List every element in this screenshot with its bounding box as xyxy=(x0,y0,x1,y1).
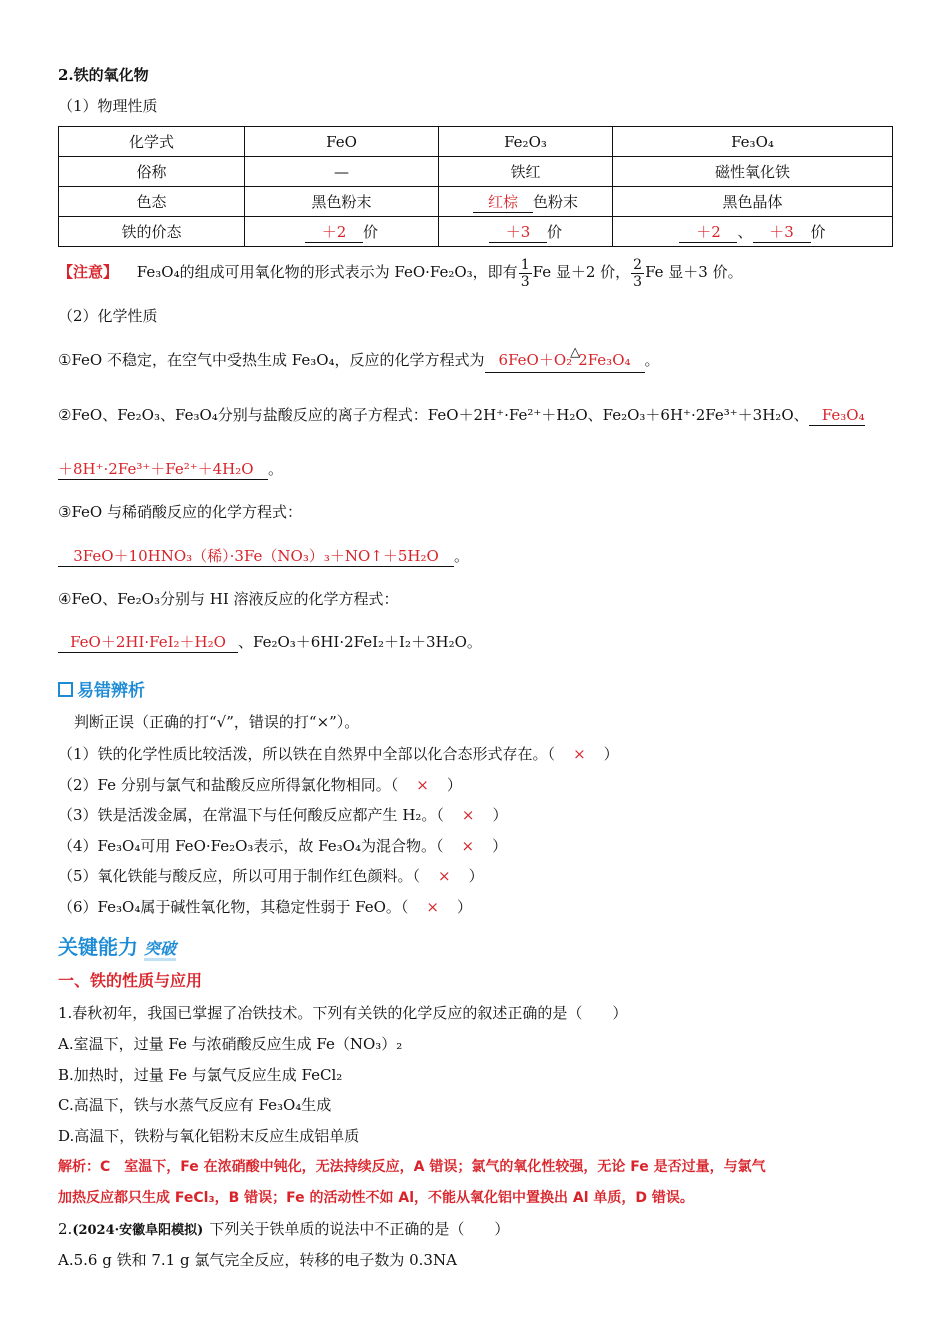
item-3-answer xyxy=(58,546,469,567)
judge-intro: 判断正误（正确的打“√”，错误的打“×”）。 xyxy=(74,713,360,731)
option-a: A.室温下，过量 Fe 与浓硝酸反应生成 Fe（NO₃）₂ xyxy=(58,1035,403,1053)
answer-text: 2Fe₃O₄ xyxy=(578,351,631,369)
table-cell: Fe₃O₄ xyxy=(613,127,893,157)
answer-blank: ＋2 xyxy=(305,221,363,243)
table-cell xyxy=(613,217,893,247)
bracket: ） xyxy=(492,837,508,855)
bracket: ） xyxy=(446,776,462,794)
title-main: 关键能力 xyxy=(58,935,138,959)
judgement-item xyxy=(58,744,619,764)
cross-mark: × xyxy=(426,898,439,916)
answer-blank: ＋8H⁺·2Fe³⁺＋Fe²⁺＋4H₂O xyxy=(58,459,268,480)
checkbox-icon xyxy=(58,682,73,697)
judgement-item xyxy=(58,836,507,856)
judgement-text: （4）Fe₃O₄可用 FeO·Fe₂O₃表示，故 Fe₃O₄为混合物。（ xyxy=(58,837,444,855)
answer-blank: 红棕 xyxy=(473,191,533,213)
question-2 xyxy=(58,1219,509,1241)
cell-sep: 、 xyxy=(737,222,753,241)
cell-suffix: 价 xyxy=(546,222,562,241)
properties-table xyxy=(58,126,893,247)
table-cell xyxy=(439,217,613,247)
answer-blank xyxy=(485,345,645,373)
item-2 xyxy=(58,405,865,426)
item-text: ②FeO、Fe₂O₃、Fe₃O₄分别与盐酸反应的离子方程式：FeO＋2H⁺·Fe²⁺＋H₂O、Fe₂O₃＋6H⁺·2Fe³⁺＋3H₂O、 xyxy=(58,406,809,424)
table-row xyxy=(59,187,893,217)
subheading-physical: （1）物理性质 xyxy=(58,97,158,115)
note-text: Fe₃O₄的组成可用氧化物的形式表示为 FeO·Fe₂O₃，即有 xyxy=(136,263,518,281)
table-cell: 色态 xyxy=(59,187,245,217)
table-cell: 化学式 xyxy=(59,127,245,157)
table-cell: 俗称 xyxy=(59,157,245,187)
answer-blank: ＋2 xyxy=(679,221,737,243)
cell-suffix: 价 xyxy=(362,222,378,241)
answer-blank: Fe₃O₄ xyxy=(809,405,865,426)
item-4: ④FeO、Fe₂O₃分别与 HI 溶液反应的化学方程式： xyxy=(58,590,399,608)
option-d: D.高温下，铁粉与氧化铝粉末反应生成铝单质 xyxy=(58,1127,360,1145)
answer-blank: 3FeO＋10HNO₃（稀）·3Fe（NO₃）₃＋NO↑＋5H₂O xyxy=(58,546,454,567)
item-4-answer xyxy=(58,632,482,653)
judgement-text: （5）氧化铁能与酸反应，所以可用于制作红色颜料。（ xyxy=(58,867,421,885)
cross-mark: × xyxy=(573,745,586,763)
period: 。 xyxy=(644,351,660,369)
bracket: ） xyxy=(492,806,508,824)
table-cell: 黑色粉末 xyxy=(245,187,439,217)
period: 。 xyxy=(268,460,284,478)
item-text: 、Fe₂O₃＋6HI·2FeI₂＋I₂＋3H₂O。 xyxy=(238,633,482,651)
item-text: ①FeO 不稳定，在空气中受热生成 Fe₃O₄，反应的化学方程式为 xyxy=(58,351,485,369)
fraction-numerator: 1 xyxy=(520,256,530,273)
table-cell: — xyxy=(245,157,439,187)
table-cell: FeO xyxy=(245,127,439,157)
fraction xyxy=(519,257,532,290)
explanation-line: 加热反应都只生成 FeCl₃，B 错误；Fe 的活动性不如 Al，不能从氧化铝中置换出 Al 单质，D 错误。 xyxy=(58,1190,694,1206)
fraction-numerator: 2 xyxy=(633,256,643,273)
section-errors xyxy=(58,681,145,701)
judgement-text: （6）Fe₃O₄属于碱性氧化物，其稳定性弱于 FeO。（ xyxy=(58,898,409,916)
answer-blank: ＋3 xyxy=(489,221,547,243)
fraction xyxy=(631,257,644,290)
question-1: 1.春秋初年，我国已掌握了冶铁技术。下列有关铁的化学反应的叙述正确的是（ ） xyxy=(58,1004,628,1022)
judgement-item xyxy=(58,805,508,825)
bracket: ） xyxy=(456,898,472,916)
cell-suffix: 价 xyxy=(810,222,826,241)
question-number: 2. xyxy=(58,1220,73,1238)
table-cell: 铁红 xyxy=(439,157,613,187)
judgement-item xyxy=(58,897,472,917)
table-cell: 铁的价态 xyxy=(59,217,245,247)
big-section-title xyxy=(58,934,176,962)
option-c: C.高温下，铁与水蒸气反应有 Fe₃O₄生成 xyxy=(58,1096,332,1114)
bracket: ） xyxy=(468,867,484,885)
explanation-line: 解析：C 室温下，Fe 在浓硝酸中钝化，无法持续反应，A 错误；氯气的氧化性较强，无论 Fe 是否过量，与氯气 xyxy=(58,1159,766,1175)
cross-mark: × xyxy=(416,776,429,794)
cross-mark: × xyxy=(461,806,475,824)
fraction-denominator: 3 xyxy=(520,273,530,290)
table-row xyxy=(59,217,893,247)
cell-suffix: 色粉末 xyxy=(532,192,578,211)
table-row xyxy=(59,157,893,187)
section-one: 一、铁的性质与应用 xyxy=(58,971,203,990)
cross-mark: × xyxy=(461,837,475,855)
table-cell: 黑色晶体 xyxy=(613,187,893,217)
judgement-text: （1）铁的化学性质比较活泼，所以铁在自然界中全部以化合态形式存在。（ xyxy=(58,745,556,763)
fraction-denominator: 3 xyxy=(633,273,643,290)
table-cell xyxy=(245,217,439,247)
question-source: (2024·安徽阜阳模拟) xyxy=(72,1223,204,1238)
table-row xyxy=(59,127,893,157)
cross-mark: × xyxy=(438,867,451,885)
period: 。 xyxy=(454,547,470,565)
subheading-chemical: （2）化学性质 xyxy=(58,307,158,325)
note-text: Fe 显＋3 价。 xyxy=(645,263,743,281)
option-b: B.加热时，过量 Fe 与氯气反应生成 FeCl₂ xyxy=(58,1066,343,1084)
judgement-item xyxy=(58,866,484,886)
item-3: ③FeO 与稀硝酸反应的化学方程式： xyxy=(58,503,302,521)
title-accent: 突破 xyxy=(144,939,176,961)
bracket: ） xyxy=(603,745,619,763)
note-text: Fe 显＋2 价， xyxy=(532,263,631,281)
heading: 2.铁的氧化物 xyxy=(58,66,149,84)
table-cell xyxy=(439,187,613,217)
delta-symbol: △ xyxy=(570,345,581,360)
table-cell: 磁性氧化铁 xyxy=(613,157,893,187)
section-title: 易错辨析 xyxy=(77,681,145,701)
question-text: 下列关于铁单质的说法中不正确的是（ ） xyxy=(209,1220,510,1238)
note xyxy=(58,252,743,292)
judgement-text: （3）铁是活泼金属，在常温下与任何酸反应都产生 H₂。（ xyxy=(58,806,444,824)
judgement-text: （2）Fe 分别与氯气和盐酸反应所得氯化物相同。（ xyxy=(58,776,399,794)
judgement-item xyxy=(58,775,462,795)
option-a: A.5.6 g 铁和 7.1 g 氯气完全反应，转移的电子数为 0.3NA xyxy=(58,1251,457,1269)
answer-text: 6FeO＋O₂ xyxy=(498,351,573,369)
item-1 xyxy=(58,345,660,373)
item-2-cont xyxy=(58,459,283,480)
note-tag: 【注意】 xyxy=(58,263,119,281)
answer-blank: FeO＋2HI·FeI₂＋H₂O xyxy=(58,632,238,653)
answer-blank: ＋3 xyxy=(753,221,811,243)
table-cell: Fe₂O₃ xyxy=(439,127,613,157)
